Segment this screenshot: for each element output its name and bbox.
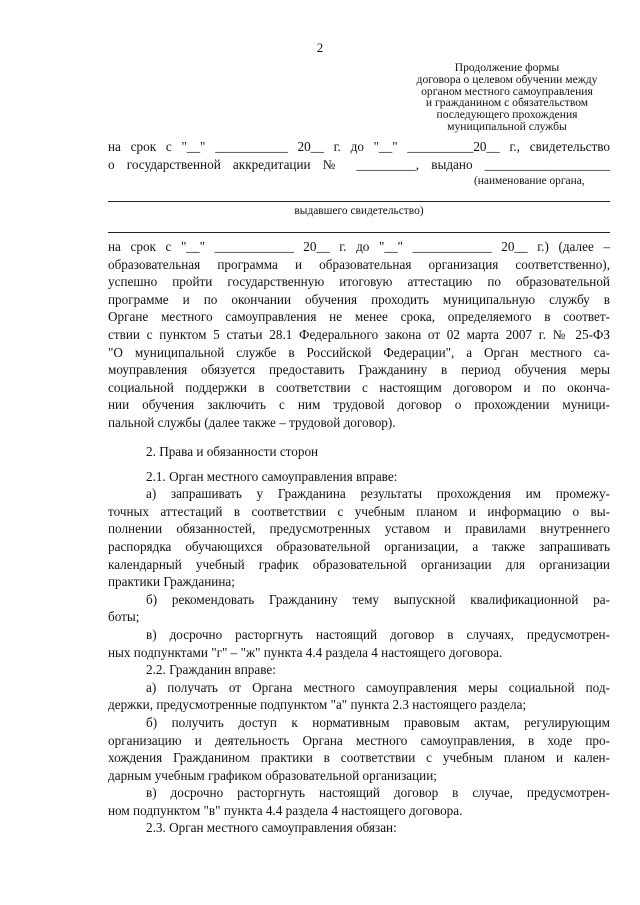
clause-line: в) досрочно расторгнуть настоящий договор в случае, предусмотрен- <box>146 785 610 801</box>
fill-line <box>108 201 610 202</box>
intro-block <box>108 138 610 173</box>
clause-line: календарный учебный график образовательной организации для организации <box>108 556 610 572</box>
form-note-line: Продолжение формы <box>454 61 560 74</box>
caption-issuing-body-cont: выдавшего свидетельство) <box>294 205 424 217</box>
clause-line: а) получать от Органа местного самоуправления меры социальной под- <box>146 679 610 695</box>
paragraph-line: Органе местного самоуправления не менее срока, определяемого в соответ- <box>108 309 610 325</box>
form-continuation-note <box>404 62 610 133</box>
paragraph-line: успешно пройти государственную итоговую аттестацию по образовательной <box>108 274 610 290</box>
paragraph-line: нии обучения заключить с ним трудовой договор о прохождении муници- <box>108 397 610 413</box>
clause-line: организацию и деятельность Органа местного самоуправления, в ходе про- <box>108 732 610 748</box>
form-note-line: последующего прохождения <box>436 108 578 122</box>
clause-line: ных подпунктами "г" – "ж" пункта 4.4 раздела 4 настоящего договора. <box>108 644 503 660</box>
clause-line: боты; <box>108 609 140 625</box>
clause-heading-2-2: 2.2. Гражданин вправе: <box>146 662 276 678</box>
clause-line: держки, предусмотренные подпунктом "а" пункта 2.3 настоящего раздела; <box>108 697 527 713</box>
intro-line: о государственной аккредитации № _________, выдано ___________________ <box>108 156 610 172</box>
form-note-line: и гражданином с обязательством <box>425 96 589 110</box>
paragraph-line: "О муниципальной службе в Российской Федерации", а Орган местного са- <box>108 344 610 360</box>
paragraph-line: социальной поддержки в соответствии с настоящим договором и по оконча- <box>108 379 610 395</box>
form-note-line: органом местного самоуправления <box>421 84 593 98</box>
clause-line: в) досрочно расторгнуть настоящий договор в случаях, предусмотрен- <box>146 626 610 642</box>
paragraph-line: программе и по окончании обучения проходить муниципальную службу в <box>108 291 610 307</box>
fill-line <box>108 232 610 233</box>
form-note-line: муниципальной службы <box>447 119 567 133</box>
paragraph-line: моуправления обязуется предоставить Гражданину в период обучения меры <box>108 362 610 378</box>
clause-line: ном подпунктом "в" пункта 4.4 раздела 4 настоящего договора. <box>108 802 463 818</box>
clause-line: полнении обязанностей, предусмотренных уставом и правилами внутреннего <box>108 521 610 537</box>
clause-heading-2-3: 2.3. Орган местного самоуправления обязан: <box>146 820 397 836</box>
clause-line: б) получить доступ к нормативным правовым актам, регулирующим <box>146 714 610 730</box>
section-heading: 2. Права и обязанности сторон <box>146 444 319 459</box>
section-2 <box>108 443 610 837</box>
main-paragraph <box>108 238 610 432</box>
clause-line: б) рекомендовать Гражданину тему выпускной квалификационной ра- <box>146 591 610 607</box>
intro-line: на срок с "__" ___________ 20__ г. до "__" __________20__ г., свидетельство <box>108 139 610 154</box>
clause-line: дарным учебным графиком образовательной организации; <box>108 767 437 783</box>
clause-line: точных аттестаций в соответствии с учебным планом и информацию о вы- <box>108 503 610 519</box>
clause-heading-2-1: 2.1. Орган местного самоуправления вправе: <box>146 468 398 484</box>
clause-line: практики Гражданина; <box>108 574 235 590</box>
paragraph-line: образовательная программа и образовательная организация соответственно), <box>108 256 610 272</box>
page-number: 2 <box>316 40 324 55</box>
paragraph-line: пальной службы (далее также – трудовой договор). <box>108 414 396 430</box>
caption-issuing-body: (наименование органа, <box>474 175 585 187</box>
paragraph-line: ствии с пунктом 5 статьи 28.1 Федерального закона от 02 марта 2007 г. № 25-ФЗ <box>108 326 610 342</box>
clause-line: а) запрашивать у Гражданина результаты прохождения им промежу- <box>146 486 610 502</box>
form-note-line: договора о целевом обучении между <box>416 72 598 86</box>
clause-line: распорядка обучающихся образовательной организации, а также запрашивать <box>108 538 610 554</box>
paragraph-line: на срок с "__" ____________ 20__ г. до "__" ____________ 20__ г.) (далее – <box>108 239 610 254</box>
clause-line: хождения Гражданином практики в соответствии с учебным планом и кален- <box>108 750 610 766</box>
